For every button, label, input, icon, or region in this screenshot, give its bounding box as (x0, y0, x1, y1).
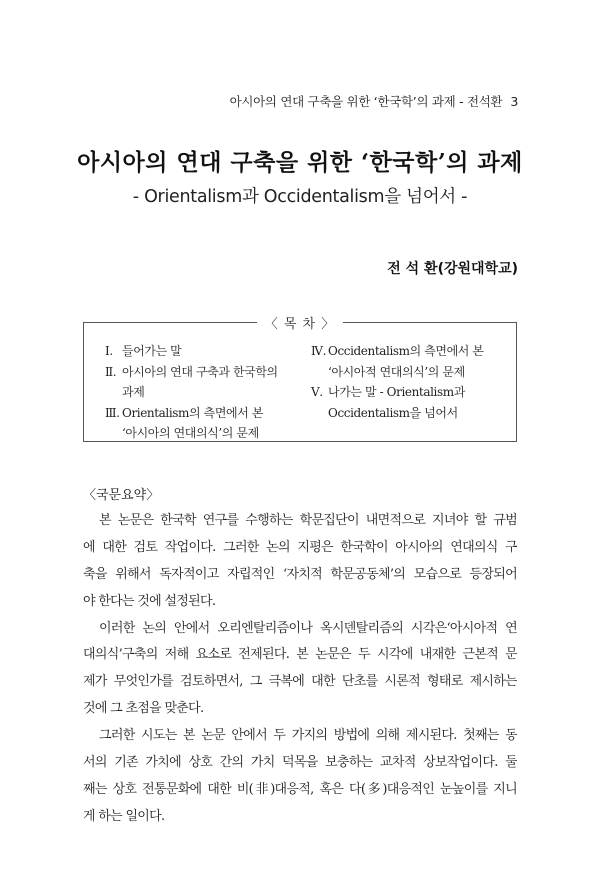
toc-item-text: 과제 (122, 385, 145, 399)
page-number: 3 (510, 94, 518, 109)
toc-item-text: Orientalism의 측면에서 본 (122, 405, 264, 420)
author-line: 전 석 환(강원대학교) (387, 261, 518, 277)
toc-item-number: Ⅰ. (105, 344, 113, 358)
abstract-line: 이러한 논의 안에서 오리엔탈리즘이나 옥시덴탈리즘의 시각은‘아시아적 연 (99, 620, 517, 636)
running-head-text: 아시아의 연대 구축을 위한 ‘한국학’의 과제 - 전석환 (229, 94, 503, 109)
abstract-line: 에 대한 검토 작업이다. 그러한 논의 지평은 한국학이 아시아의 연대의식 구 (83, 539, 517, 555)
toc-item-text: 나가는 말 - Orientalism과 (328, 385, 465, 399)
abstract-heading: 〈국문요약〉 (83, 488, 160, 503)
abstract-paragraph (83, 508, 517, 616)
toc-item (311, 341, 511, 382)
abstract-line: 째는 상호 전통문화에 대한 비(非)대응적, 혹은 다(多)대응적인 눈높이를 지니 (83, 781, 517, 797)
abstract-line: 제가 무엇인가를 검토하면서, 그 극복에 대한 단초를 시론적 형태로 제시하는 (83, 674, 517, 690)
toc-item-number: Ⅱ. (105, 364, 117, 379)
toc-item-text: ‘아시아의 연대의식’의 문제 (122, 426, 259, 440)
toc-item (105, 403, 310, 444)
toc-item-text: 아시아의 연대 구축과 한국학의 (122, 364, 278, 379)
toc-item-number: Ⅳ. (311, 344, 327, 358)
abstract-paragraph (83, 616, 517, 724)
table-of-contents (83, 317, 517, 442)
abstract-line: 대의식’구축의 저해 요소로 전제된다. 본 논문은 두 시각에 내재한 근본적 문 (83, 647, 517, 663)
paper-title: 아시아의 연대 구축을 위한 ‘한국학’의 과제 (77, 149, 523, 176)
abstract-body (83, 508, 517, 831)
toc-item (105, 341, 310, 362)
toc-item (311, 382, 511, 423)
toc-item-text: Occidentalism을 넘어서 (328, 405, 458, 420)
toc-heading-label: 〈 목 차 〉 (257, 317, 344, 332)
abstract-line: 서의 기존 가치에 상호 간의 가치 덕목을 보충하는 교차적 상보작업이다. 둘 (83, 755, 517, 771)
abstract-paragraph (83, 723, 517, 831)
toc-item-text: ‘아시아적 연대의식’의 문제 (328, 364, 465, 379)
toc-column-right (311, 341, 511, 423)
abstract-line: 게 하는 일이다. (83, 808, 165, 824)
abstract-line: 그러한 시도는 본 논문 안에서 두 가지의 방법에 의해 제시된다. 첫째는 동 (99, 728, 517, 744)
running-head (230, 92, 518, 110)
toc-column-left (105, 341, 310, 444)
abstract-line: 축을 위해서 독자적이고 자립적인 ‘자치적 학문공동체’의 모습으로 등장되어 (83, 566, 517, 582)
paper-subtitle: - Orientalism과 Occidentalism을 넘어서 - (132, 187, 468, 207)
toc-heading (84, 313, 516, 332)
toc-item-text: 들어가는 말 (122, 344, 182, 358)
toc-item-number: Ⅴ. (311, 385, 323, 399)
toc-item-number: Ⅲ. (105, 405, 120, 420)
abstract-line: 본 논문은 한국학 연구를 수행하는 학문집단이 내면적으로 지녀야 할 규범 (99, 513, 517, 528)
toc-item (105, 362, 310, 403)
abstract-line: 것에 그 초점을 맞춘다. (83, 701, 204, 717)
toc-item-text: Occidentalism의 측면에서 본 (328, 344, 484, 358)
abstract-line: 야 한다는 것에 설정된다. (83, 593, 216, 609)
